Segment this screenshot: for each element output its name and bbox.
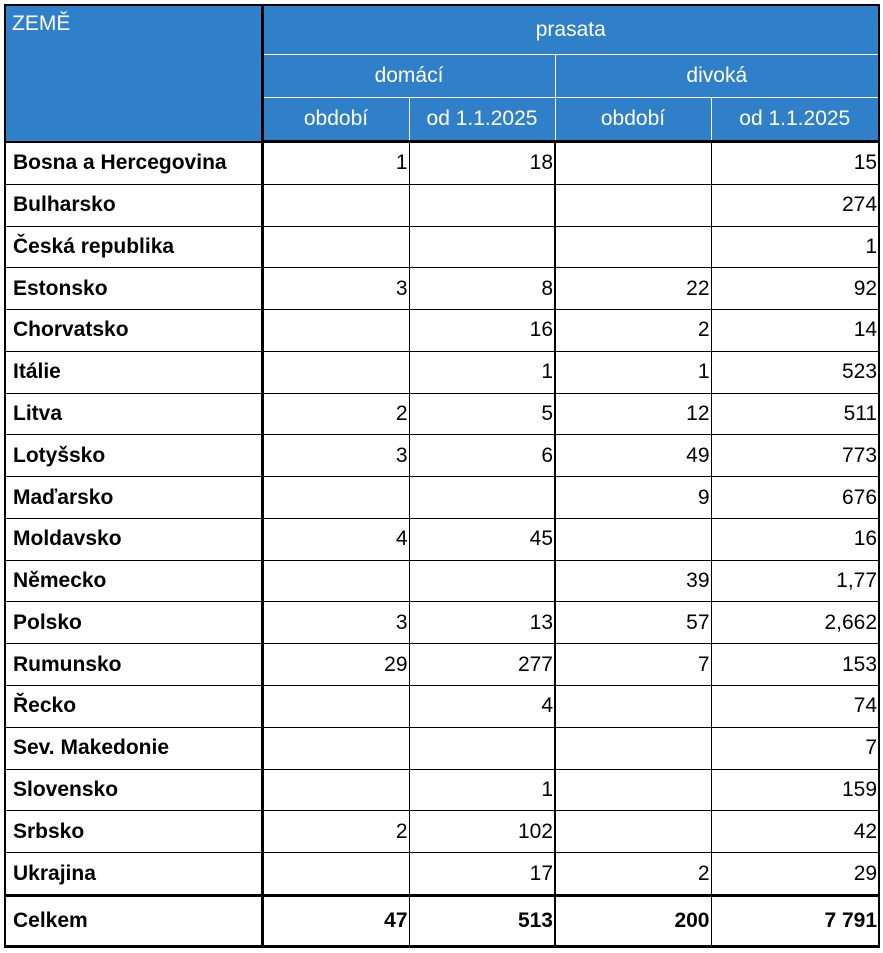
wild-period-cell [555,184,711,226]
domestic-period-cell [262,685,409,727]
domestic-since-cell: 45 [409,518,555,560]
domestic-period-header: období [262,98,409,142]
table-row [5,226,879,268]
table-row [5,435,879,477]
domestic-period-cell [262,560,409,602]
domestic-since-cell [409,560,555,602]
wild-period-header: období [555,98,711,142]
country-cell: Řecko [5,685,262,727]
wild-period-cell: 57 [555,602,711,644]
country-cell: Maďarsko [5,477,262,519]
pigs-group-header: prasata [262,5,879,55]
domestic-since-cell: 8 [409,268,555,310]
domestic-since-cell: 6 [409,435,555,477]
domestic-since-cell: 1 [409,769,555,811]
country-cell: Moldavsko [5,518,262,560]
data-table-container [4,4,878,948]
domestic-since-cell: 277 [409,644,555,686]
country-cell: Itálie [5,351,262,393]
domestic-period-cell: 3 [262,435,409,477]
wild-period-cell: 2 [555,853,711,896]
country-cell: Litva [5,393,262,435]
wild-since-cell: 7 [711,727,879,769]
domestic-period-cell [262,184,409,226]
country-column-header: ZEMĚ [5,5,262,142]
country-cell: Estonsko [5,268,262,310]
table-header [5,5,879,142]
wild-period-cell [555,727,711,769]
wild-since-cell: 676 [711,477,879,519]
wild-since-cell: 773 [711,435,879,477]
table-body [5,142,879,896]
country-cell: Srbsko [5,811,262,853]
domestic-period-cell: 3 [262,602,409,644]
table-footer [5,896,879,947]
domestic-period-cell [262,769,409,811]
country-cell: Ukrajina [5,853,262,896]
domestic-since-cell: 102 [409,811,555,853]
total-label: Celkem [5,896,262,947]
domestic-since-cell [409,477,555,519]
table-row [5,310,879,352]
table-row [5,184,879,226]
table-row [5,602,879,644]
total-row [5,896,879,947]
table-row [5,393,879,435]
wild-since-cell: 511 [711,393,879,435]
domestic-period-cell [262,727,409,769]
wild-since-cell: 523 [711,351,879,393]
wild-period-cell [555,226,711,268]
domestic-period-cell [262,853,409,896]
domestic-since-cell: 1 [409,351,555,393]
wild-since-cell: 153 [711,644,879,686]
asf-pigs-table [4,4,880,948]
wild-period-cell: 2 [555,310,711,352]
wild-period-cell: 49 [555,435,711,477]
domestic-since-cell: 17 [409,853,555,896]
domestic-period-cell: 29 [262,644,409,686]
wild-period-cell: 22 [555,268,711,310]
wild-since-cell: 74 [711,685,879,727]
wild-period-cell: 12 [555,393,711,435]
wild-since-cell: 1,77 [711,560,879,602]
domestic-period-cell [262,226,409,268]
table-row [5,142,879,185]
table-row [5,268,879,310]
domestic-period-cell: 3 [262,268,409,310]
domestic-period-cell: 4 [262,518,409,560]
wild-since-cell: 274 [711,184,879,226]
table-row [5,560,879,602]
wild-period-cell [555,769,711,811]
wild-since-cell: 14 [711,310,879,352]
country-cell: Lotyšsko [5,435,262,477]
wild-since-cell: 16 [711,518,879,560]
domestic-since-cell: 18 [409,142,555,185]
wild-since-cell: 159 [711,769,879,811]
domestic-since-cell: 16 [409,310,555,352]
wild-since-header: od 1.1.2025 [711,98,879,142]
domestic-period-cell: 1 [262,142,409,185]
wild-period-cell: 9 [555,477,711,519]
domestic-period-cell: 2 [262,393,409,435]
domestic-since-header: od 1.1.2025 [409,98,555,142]
table-row [5,769,879,811]
country-cell: Slovensko [5,769,262,811]
table-row [5,811,879,853]
wild-since-cell: 29 [711,853,879,896]
wild-header: divoká [555,55,879,98]
domestic-since-cell [409,727,555,769]
country-cell: Bulharsko [5,184,262,226]
country-cell: Polsko [5,602,262,644]
domestic-period-cell [262,351,409,393]
domestic-period-cell [262,477,409,519]
wild-period-cell [555,811,711,853]
total-wild-period: 200 [555,896,711,947]
domestic-since-cell: 4 [409,685,555,727]
country-cell: Česká republika [5,226,262,268]
domestic-since-cell: 13 [409,602,555,644]
domestic-since-cell: 5 [409,393,555,435]
table-row [5,727,879,769]
wild-since-cell: 2,662 [711,602,879,644]
total-domestic-since: 513 [409,896,555,947]
wild-since-cell: 15 [711,142,879,185]
table-row [5,644,879,686]
domestic-since-cell [409,184,555,226]
wild-period-cell: 39 [555,560,711,602]
wild-since-cell: 42 [711,811,879,853]
wild-period-cell [555,518,711,560]
country-cell: Bosna a Hercegovina [5,142,262,185]
domestic-period-cell: 2 [262,811,409,853]
domestic-since-cell [409,226,555,268]
country-cell: Německo [5,560,262,602]
wild-period-cell [555,685,711,727]
wild-period-cell: 7 [555,644,711,686]
total-domestic-period: 47 [262,896,409,947]
domestic-period-cell [262,310,409,352]
country-cell: Rumunsko [5,644,262,686]
table-row [5,351,879,393]
country-cell: Sev. Makedonie [5,727,262,769]
table-row [5,477,879,519]
table-row [5,518,879,560]
wild-since-cell: 1 [711,226,879,268]
domestic-header: domácí [262,55,555,98]
table-row [5,853,879,896]
wild-period-cell [555,142,711,185]
total-wild-since: 7 791 [711,896,879,947]
wild-period-cell: 1 [555,351,711,393]
country-cell: Chorvatsko [5,310,262,352]
table-row [5,685,879,727]
wild-since-cell: 92 [711,268,879,310]
